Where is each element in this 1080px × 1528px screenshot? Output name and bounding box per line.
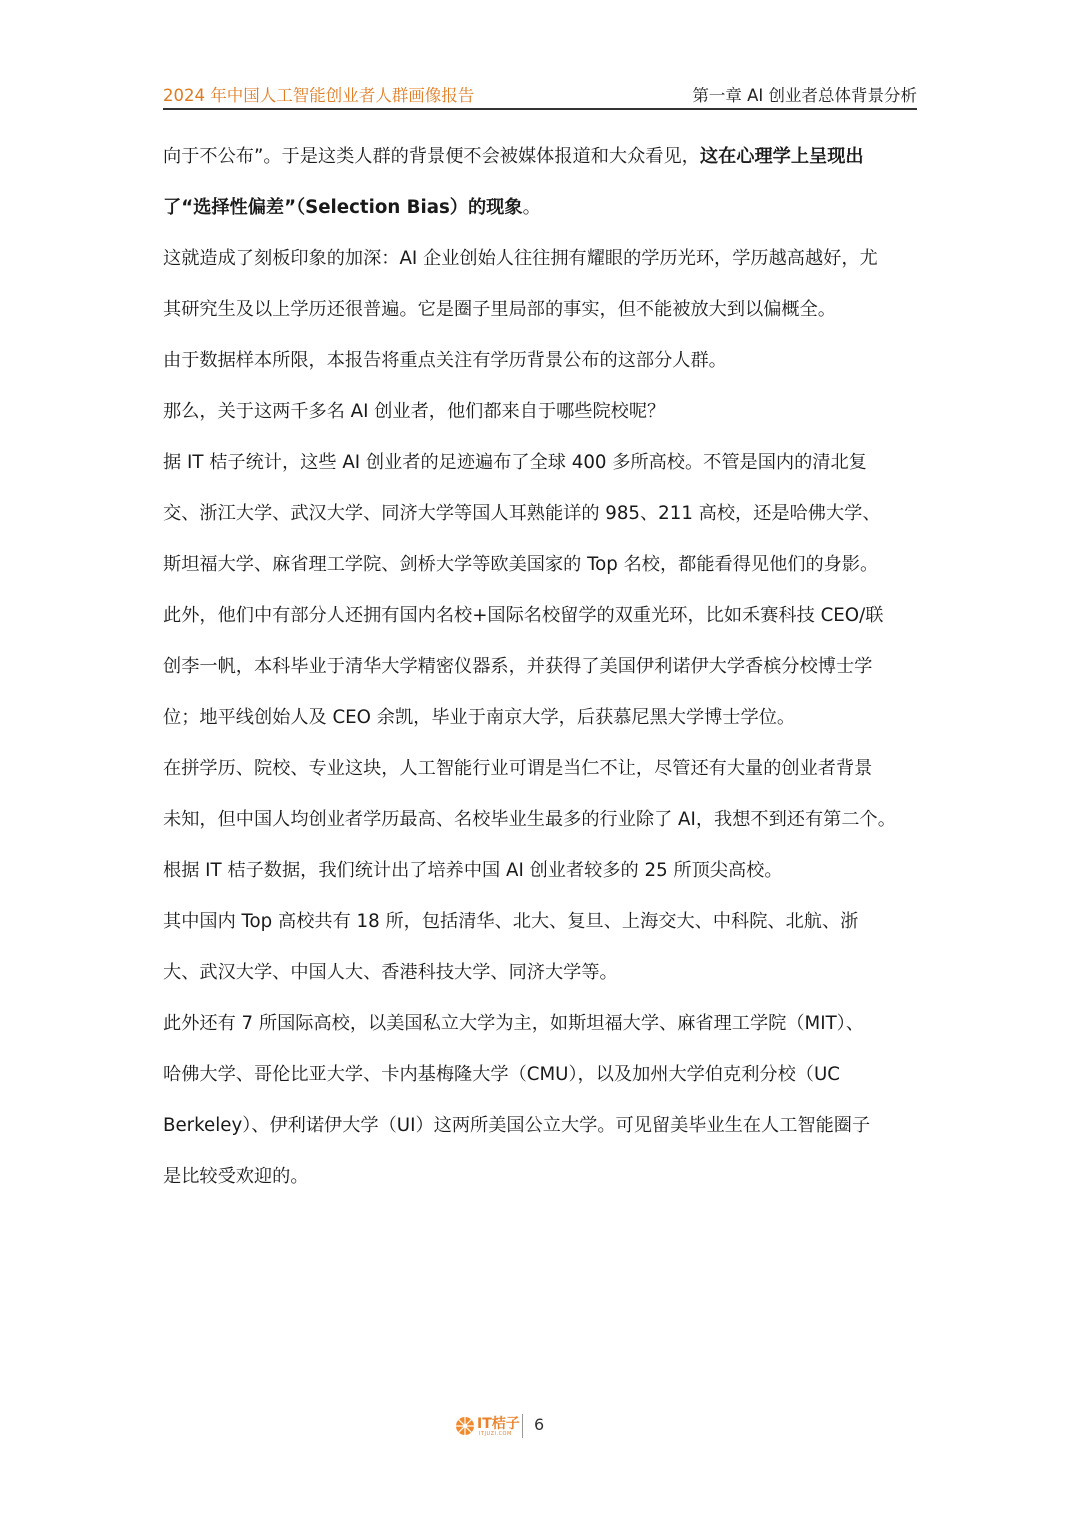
text-line: 位；地平线创始人及 CEO 余凯，毕业于南京大学，后获慕尼黑大学博士学位。 xyxy=(163,707,796,728)
text-line xyxy=(163,182,933,233)
report-title: 2024 年中国人工智能创业者人群画像报告 xyxy=(163,86,475,105)
text-span: 。 xyxy=(522,197,541,218)
text-line: 这就造成了刻板印象的加深：AI 企业创始人往往拥有耀眼的学历光环，学历越高越好，尤 xyxy=(163,248,878,269)
paragraph-10 xyxy=(163,998,933,1202)
text-span: 向于不公布”。于是这类人群的背景便不会被媒体报道和大众看见， xyxy=(163,146,700,167)
paragraph-5 xyxy=(163,437,933,590)
paragraph-2 xyxy=(163,233,933,335)
paragraph-6 xyxy=(163,590,933,743)
orange-slice-icon xyxy=(455,1416,475,1436)
paragraph-4 xyxy=(163,386,933,437)
chapter-title: 第一章 AI 创业者总体背景分析 xyxy=(692,86,917,105)
text-line: 那么，关于这两千多名 AI 创业者，他们都来自于哪些院校呢？ xyxy=(163,401,666,422)
itjuzi-logo xyxy=(455,1412,525,1440)
logo-text: IT桔子 xyxy=(477,1416,520,1432)
text-line: 此外还有 7 所国际高校，以美国私立大学为主，如斯坦福大学、麻省理工学院（MIT）、 xyxy=(163,1013,864,1034)
page-header xyxy=(163,80,917,108)
text-line: 是比较受欢迎的。 xyxy=(163,1166,309,1187)
text-line: 此外，他们中有部分人还拥有国内名校+国际名校留学的双重光环，比如禾赛科技 CEO/联 xyxy=(163,605,884,626)
text-line: 哈佛大学、哥伦比亚大学、卡内基梅隆大学（CMU），以及加州大学伯克利分校（UC xyxy=(163,1064,840,1085)
text-line: Berkeley）、伊利诺伊大学（UI）这两所美国公立大学。可见留美毕业生在人工智能圈子 xyxy=(163,1115,871,1136)
paragraph-9 xyxy=(163,896,933,998)
paragraph-3 xyxy=(163,335,933,386)
footer-divider xyxy=(522,1414,523,1438)
text-line: 创李一帆，本科毕业于清华大学精密仪器系，并获得了美国伊利诺伊大学香槟分校博士学 xyxy=(163,656,873,677)
text-line: 由于数据样本所限，本报告将重点关注有学历背景公布的这部分人群。 xyxy=(163,350,727,371)
header-divider xyxy=(163,108,917,110)
text-line: 未知，但中国人均创业者学历最高、名校毕业生最多的行业除了 AI，我想不到还有第二个。 xyxy=(163,809,896,830)
text-line: 在拼学历、院校、专业这块，人工智能行业可谓是当仁不让，尽管还有大量的创业者背景 xyxy=(163,758,873,779)
text-line: 其研究生及以上学历还很普遍。它是圈子里局部的事实，但不能被放大到以偏概全。 xyxy=(163,299,836,320)
paragraph-1 xyxy=(163,131,933,233)
text-line: 其中国内 Top 高校共有 18 所，包括清华、北大、复旦、上海交大、中科院、北航、浙 xyxy=(163,911,859,932)
bold-text: 了“选择性偏差”（Selection Bias）的现象 xyxy=(163,197,523,218)
page-footer xyxy=(0,1410,1080,1442)
text-line: 大、武汉大学、中国人大、香港科技大学、同济大学等。 xyxy=(163,962,618,983)
body-text xyxy=(163,131,933,1202)
logo-subtext: ITJUZI.COM xyxy=(479,1431,512,1437)
text-line: 据 IT 桔子统计，这些 AI 创业者的足迹遍布了全球 400 多所高校。不管是国内的清北复 xyxy=(163,452,867,473)
text-line: 交、浙江大学、武汉大学、同济大学等国人耳熟能详的 985、211 高校，还是哈佛大学、 xyxy=(163,503,881,524)
text-line xyxy=(163,131,933,182)
paragraph-8 xyxy=(163,845,933,896)
page-number: 6 xyxy=(534,1415,545,1434)
text-line: 斯坦福大学、麻省理工学院、剑桥大学等欧美国家的 Top 名校，都能看得见他们的身影。 xyxy=(163,554,879,575)
bold-text: 这在心理学上呈现出 xyxy=(699,146,864,167)
paragraph-7 xyxy=(163,743,933,845)
text-line: 根据 IT 桔子数据，我们统计出了培养中国 AI 创业者较多的 25 所顶尖高校。 xyxy=(163,860,783,881)
